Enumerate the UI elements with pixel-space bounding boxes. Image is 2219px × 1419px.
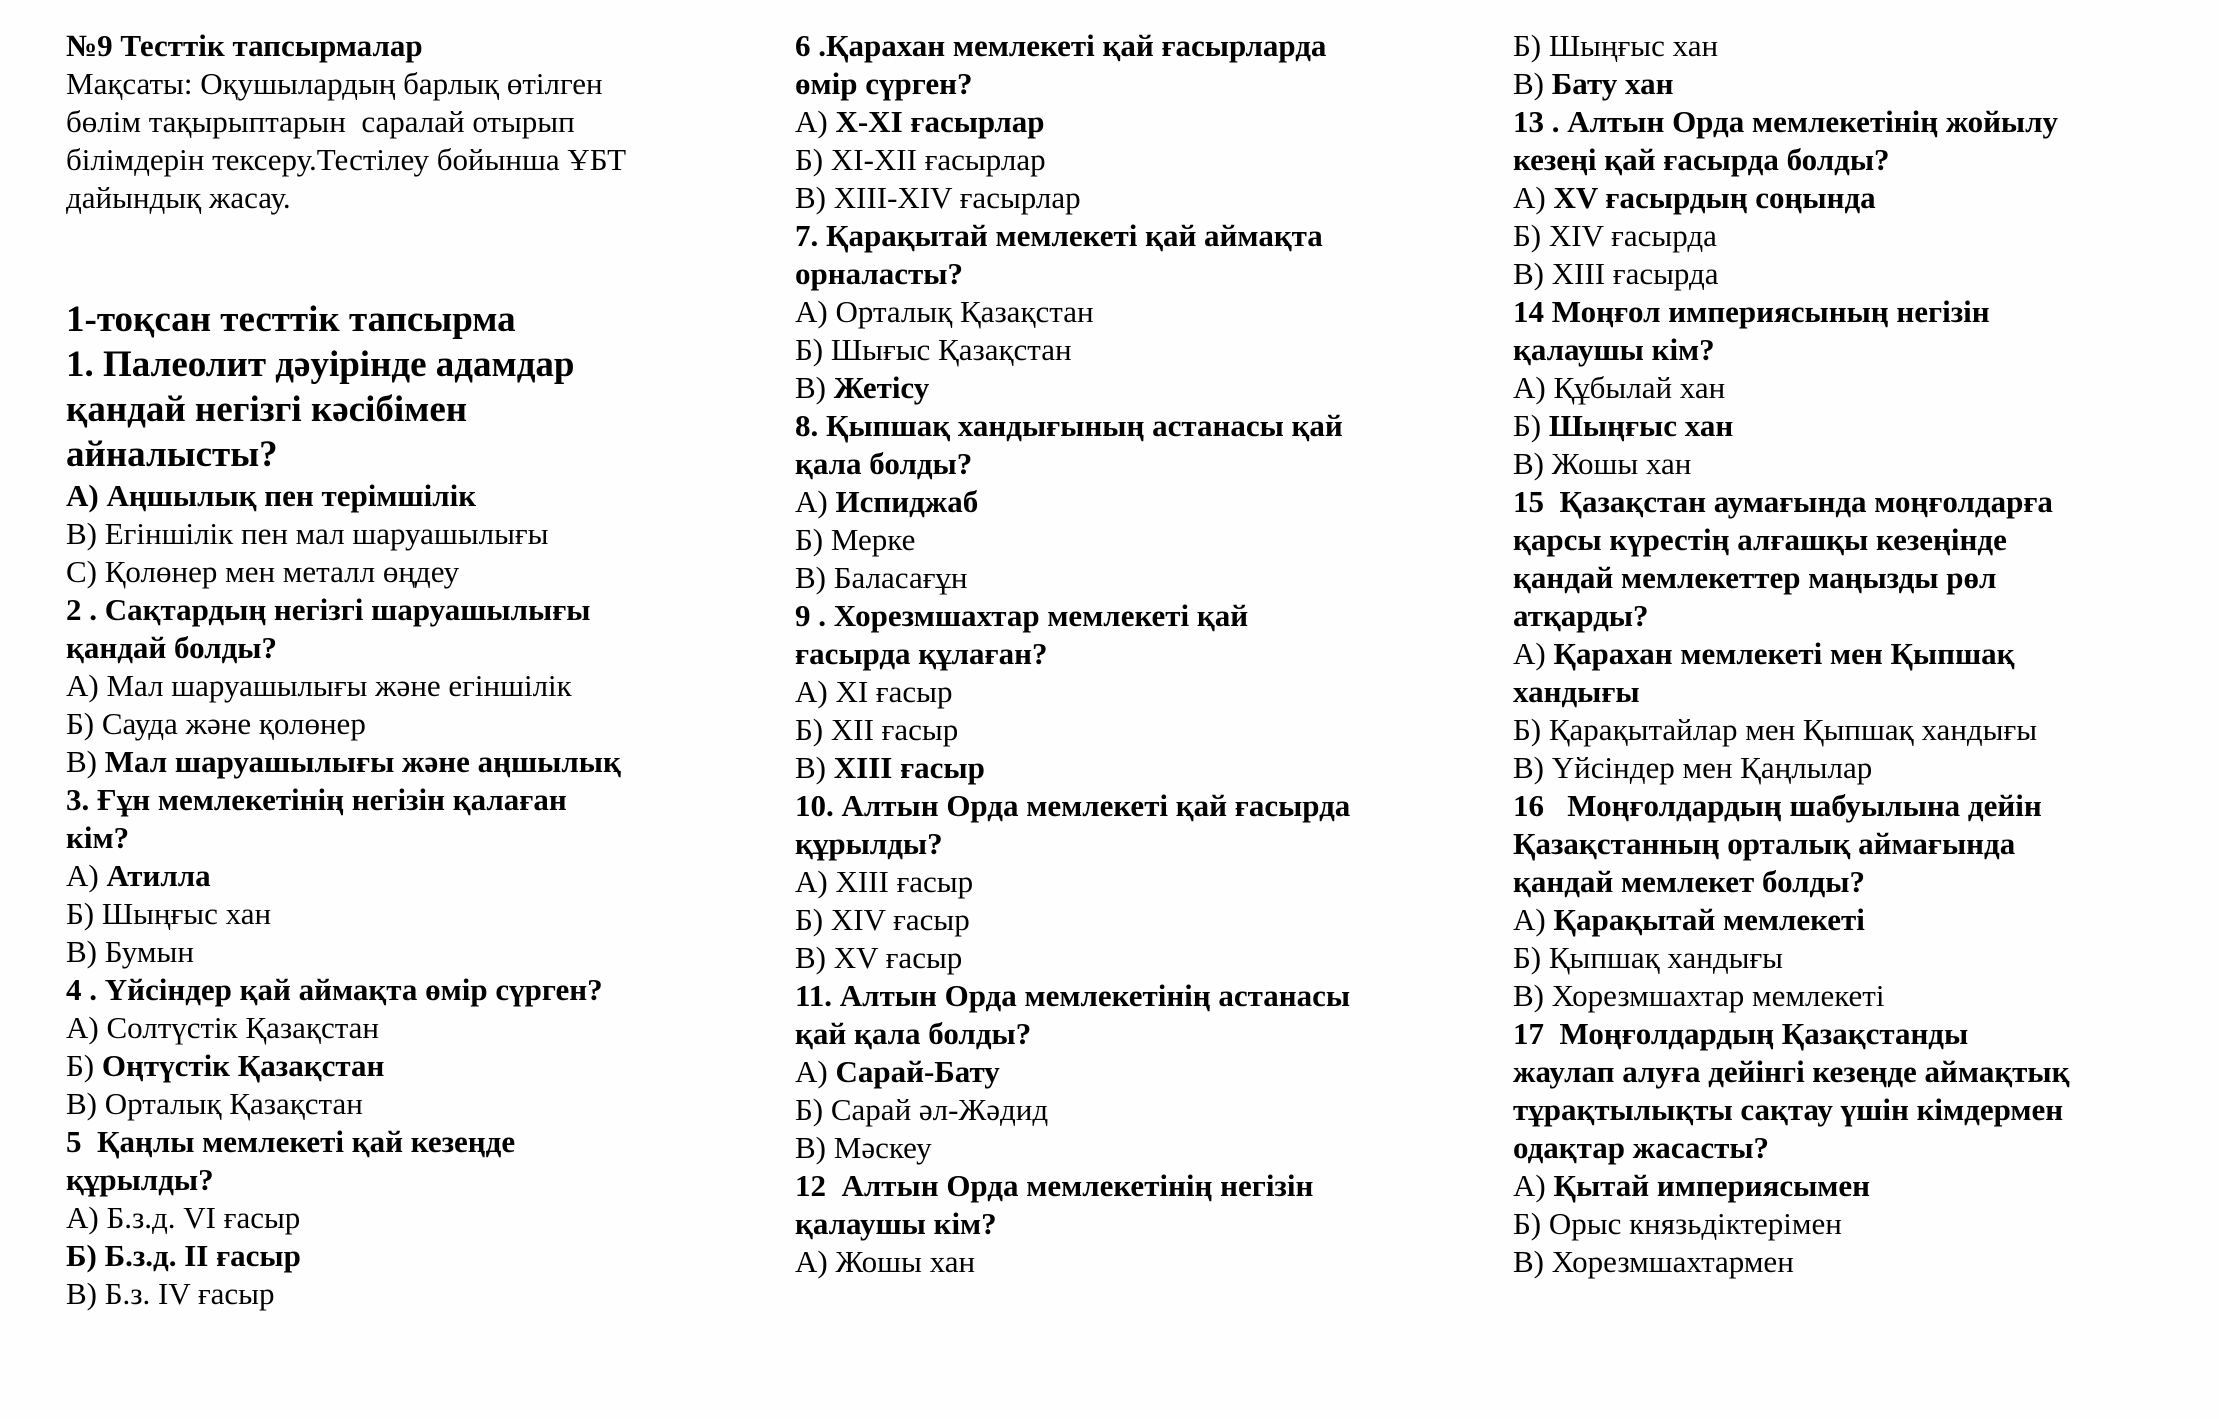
question-3-option-a-line: А) Атилла — [66, 858, 211, 893]
question-5-option-b — [66, 1237, 746, 1275]
question-8-option-a-line: А) Испиджаб — [795, 484, 979, 519]
question-17-line: 17 Моңғолдардың Қазақстанды — [1513, 1016, 1969, 1051]
question-10-option-v-line: В) XV ғасыр — [795, 940, 963, 975]
question-1-line: айналысты? — [66, 434, 278, 475]
question-10-option-b-line: Б) XIV ғасыр — [795, 902, 970, 937]
question-17 — [1513, 1015, 2213, 1167]
question-16-option-a-line: А) Қарақытай мемлекеті — [1513, 902, 1865, 937]
question-13 — [1513, 103, 2213, 179]
column-3 — [1513, 27, 2213, 1281]
question-5-line: құрылды? — [66, 1162, 214, 1197]
question-4-line: 4 . Үйсіндер қай аймақта өмір сүрген? — [66, 972, 603, 1007]
question-10-line: 10. Алтын Орда мемлекеті қай ғасырда — [795, 788, 1351, 823]
question-13-option-v-line: В) XIII ғасырда — [1513, 256, 1719, 291]
question-16-line: 16 Моңғолдардың шабуылына дейін — [1513, 788, 2042, 823]
doc-title — [66, 27, 746, 65]
question-11-option-b-line: Б) Сарай әл-Жәдид — [795, 1092, 1049, 1127]
section-heading — [66, 297, 746, 342]
question-9 — [795, 597, 1485, 673]
question-9-option-b — [795, 711, 1485, 749]
question-1-line: қандай негізгі кәсібімен — [66, 389, 468, 430]
doc-purpose-line: білімдерін тексеру.Тестілеу бойынша ҰБТ — [66, 142, 627, 177]
question-7-option-v-line: В) Жетісу — [795, 370, 930, 405]
question-10-option-v — [795, 939, 1485, 977]
question-5-line: 5 Қаңлы мемлекеті қай кезеңде — [66, 1124, 516, 1159]
question-14-option-a-line: А) Құбылай хан — [1513, 370, 1726, 405]
question-1-option-a-line: А) Аңшылық пен терімшілік — [66, 478, 477, 513]
question-1-option-c-line: С) Қолөнер мен металл өңдеу — [66, 554, 460, 589]
question-16-line: Қазақстанның орталық аймағында — [1513, 826, 2016, 861]
question-9-option-a-line: А) XI ғасыр — [795, 674, 953, 709]
question-17-line: жаулап алуға дейінгі кезеңде аймақтық — [1513, 1054, 2070, 1089]
question-11-option-a-line: А) Сарай-Бату — [795, 1054, 1000, 1089]
question-14-option-b — [1513, 407, 2213, 445]
question-9-line: 9 . Хорезмшахтар мемлекеті қай — [795, 598, 1249, 633]
question-12-option-v — [1513, 65, 2213, 103]
question-15-option-a-line: А) Қарахан мемлекеті мен Қыпшақ — [1513, 636, 2015, 671]
question-5-option-v-line: В) Б.з. IV ғасыр — [66, 1276, 275, 1311]
question-13-line: 13 . Алтын Орда мемлекетінің жойылу — [1513, 104, 2059, 139]
question-5-option-a-line: А) Б.з.д. VI ғасыр — [66, 1200, 301, 1235]
question-15-line: қандай мемлекеттер маңызды рөл — [1513, 560, 1997, 595]
question-4-option-v-line: В) Орталық Қазақстан — [66, 1086, 363, 1121]
question-16-option-v-line: В) Хорезмшахтар мемлекеті — [1513, 978, 1885, 1013]
doc-purpose — [66, 65, 746, 217]
question-4-option-a-line: А) Солтүстік Қазақстан — [66, 1010, 380, 1045]
question-14-line: 14 Моңғол империясының негізін — [1513, 294, 1990, 329]
doc-title-line: №9 Тесттік тапсырмалар — [66, 28, 423, 63]
question-8-line: 8. Қыпшақ хандығының астанасы қай — [795, 408, 1343, 443]
question-4-option-v — [66, 1085, 746, 1123]
question-7-line: орналасты? — [795, 256, 963, 291]
question-1-option-c — [66, 553, 746, 591]
question-1-option-a — [66, 477, 746, 515]
question-3-option-v-line: В) Бумын — [66, 934, 194, 969]
question-2-option-a — [66, 667, 746, 705]
question-17-option-v-line: В) Хорезмшахтармен — [1513, 1244, 1794, 1279]
question-8-option-a — [795, 483, 1485, 521]
question-6-option-b — [795, 141, 1485, 179]
question-16-option-b — [1513, 939, 2213, 977]
question-11-option-a — [795, 1053, 1485, 1091]
question-7-option-v — [795, 369, 1485, 407]
question-11-line: қай қала болды? — [795, 1016, 1032, 1051]
question-7-option-a-line: А) Орталық Қазақстан — [795, 294, 1094, 329]
question-3-option-a — [66, 857, 746, 895]
question-13-option-b — [1513, 217, 2213, 255]
question-10 — [795, 787, 1485, 863]
question-2-option-b-line: Б) Сауда және қолөнер — [66, 706, 366, 741]
question-3-option-v — [66, 933, 746, 971]
section-heading-line: 1-тоқсан тесттік тапсырма — [66, 299, 516, 340]
question-12-option-b-line: Б) Шыңғыс хан — [1513, 28, 1719, 63]
question-6-option-a — [795, 103, 1485, 141]
question-17-option-b-line: Б) Орыс князьдіктерімен — [1513, 1206, 1842, 1241]
question-4-option-b — [66, 1047, 746, 1085]
question-17-option-b — [1513, 1205, 2213, 1243]
question-10-option-a — [795, 863, 1485, 901]
question-5-option-b-line: Б) Б.з.д. II ғасыр — [66, 1238, 301, 1273]
question-12-line: қалаушы кім? — [795, 1206, 997, 1241]
question-7-option-b-line: Б) Шығыс Қазақстан — [795, 332, 1072, 367]
question-15-option-v-line: В) Үйсіндер мен Қаңлылар — [1513, 750, 1873, 785]
question-2 — [66, 591, 746, 667]
question-15-line: қарсы күрестің алғашқы кезеңінде — [1513, 522, 2007, 557]
question-14 — [1513, 293, 2213, 369]
question-14-option-v — [1513, 445, 2213, 483]
question-17-option-a — [1513, 1167, 2213, 1205]
question-5-option-a — [66, 1199, 746, 1237]
question-9-option-b-line: Б) XII ғасыр — [795, 712, 959, 747]
question-12-option-a-line: А) Жошы хан — [795, 1244, 976, 1279]
question-16 — [1513, 787, 2213, 901]
question-2-line: 2 . Сақтардың негізгі шаруашылығы — [66, 592, 591, 627]
question-16-option-v — [1513, 977, 2213, 1015]
question-6-line: 6 .Қарахан мемлекеті қай ғасырларда — [795, 28, 1327, 63]
question-11-option-b — [795, 1091, 1485, 1129]
question-11-option-v — [795, 1129, 1485, 1167]
question-17-option-v — [1513, 1243, 2213, 1281]
question-8-option-v — [795, 559, 1485, 597]
question-10-line: құрылды? — [795, 826, 943, 861]
question-5-option-v — [66, 1275, 746, 1313]
question-9-option-v-line: В) XIII ғасыр — [795, 750, 985, 785]
question-16-line: қандай мемлекет болды? — [1513, 864, 1865, 899]
question-17-option-a-line: А) Қытай империясымен — [1513, 1168, 1871, 1203]
question-1 — [66, 342, 746, 477]
question-12-option-b — [1513, 27, 2213, 65]
question-17-line: тұрақтылықты сақтау үшін кімдермен — [1513, 1092, 2064, 1127]
question-7 — [795, 217, 1485, 293]
question-8-line: қала болды? — [795, 446, 973, 481]
question-13-option-a — [1513, 179, 2213, 217]
question-12 — [795, 1167, 1485, 1243]
doc-purpose-line: Мақсаты: Оқушылардың барлық өтілген — [66, 66, 603, 101]
question-8 — [795, 407, 1485, 483]
question-3-option-b-line: Б) Шыңғыс хан — [66, 896, 272, 931]
question-5 — [66, 1123, 746, 1199]
question-14-line: қалаушы кім? — [1513, 332, 1715, 367]
question-15-option-b-line: Б) Қарақытайлар мен Қыпшақ хандығы — [1513, 712, 2038, 747]
question-17-line: одақтар жасасты? — [1513, 1130, 1770, 1165]
question-6-option-v — [795, 179, 1485, 217]
question-7-line: 7. Қарақытай мемлекеті қай аймақта — [795, 218, 1323, 253]
question-7-option-b — [795, 331, 1485, 369]
question-7-option-a — [795, 293, 1485, 331]
question-12-option-v-line: В) Бату хан — [1513, 66, 1674, 101]
question-14-option-v-line: В) Жошы хан — [1513, 446, 1692, 481]
question-6-option-a-line: А) X-XI ғасырлар — [795, 104, 1045, 139]
question-4 — [66, 971, 746, 1009]
question-3-line: 3. Ғұн мемлекетінің негізін қалаған — [66, 782, 567, 817]
question-8-option-b-line: Б) Мерке — [795, 522, 916, 557]
question-15-option-b — [1513, 711, 2213, 749]
question-6 — [795, 27, 1485, 103]
question-4-option-b-line: Б) Оңтүстік Қазақстан — [66, 1048, 385, 1083]
question-6-option-v-line: В) XIII-XIV ғасырлар — [795, 180, 1081, 215]
question-2-option-v-line: В) Мал шаруашылығы және аңшылық — [66, 744, 621, 779]
question-14-option-b-line: Б) Шыңғыс хан — [1513, 408, 1734, 443]
question-15-option-a-line: хандығы — [1513, 674, 1640, 709]
question-2-line: қандай болды? — [66, 630, 277, 665]
question-4-option-a — [66, 1009, 746, 1047]
column-2 — [795, 27, 1485, 1281]
question-2-option-v — [66, 743, 746, 781]
question-3 — [66, 781, 746, 857]
question-15-line: 15 Қазақстан аумағында моңғолдарға — [1513, 484, 2053, 519]
question-1-option-v-line: В) Егіншілік пен мал шаруашылығы — [66, 516, 549, 551]
question-16-option-a — [1513, 901, 2213, 939]
question-8-option-b — [795, 521, 1485, 559]
question-13-option-b-line: Б) XIV ғасырда — [1513, 218, 1717, 253]
question-15-line: атқарды? — [1513, 598, 1649, 633]
question-3-line: кім? — [66, 820, 130, 855]
question-13-option-a-line: А) XV ғасырдың соңында — [1513, 180, 1876, 215]
question-6-line: өмір сүрген? — [795, 66, 973, 101]
question-13-line: кезеңі қай ғасырда болды? — [1513, 142, 1890, 177]
question-11-option-v-line: В) Мәскеу — [795, 1130, 932, 1165]
question-15-option-v — [1513, 749, 2213, 787]
question-9-option-a — [795, 673, 1485, 711]
spacer — [66, 217, 746, 297]
question-3-option-b — [66, 895, 746, 933]
question-10-option-a-line: А) XIII ғасыр — [795, 864, 974, 899]
question-8-option-v-line: В) Баласағұн — [795, 560, 968, 595]
question-6-option-b-line: Б) XI-XII ғасырлар — [795, 142, 1046, 177]
question-2-option-b — [66, 705, 746, 743]
question-13-option-v — [1513, 255, 2213, 293]
question-9-line: ғасырда құлаған? — [795, 636, 1048, 671]
question-16-option-b-line: Б) Қыпшақ хандығы — [1513, 940, 1783, 975]
question-15-option-a — [1513, 635, 2213, 711]
question-12-line: 12 Алтын Орда мемлекетінің негізін — [795, 1168, 1314, 1203]
question-14-option-a — [1513, 369, 2213, 407]
column-1 — [66, 27, 746, 1313]
question-15 — [1513, 483, 2213, 635]
doc-purpose-line: дайындық жасау. — [66, 180, 291, 215]
question-9-option-v — [795, 749, 1485, 787]
question-12-option-a — [795, 1243, 1485, 1281]
question-2-option-a-line: А) Мал шаруашылығы және егіншілік — [66, 668, 572, 703]
question-1-line: 1. Палеолит дәуірінде адамдар — [66, 344, 575, 385]
question-11 — [795, 977, 1485, 1053]
doc-purpose-line: бөлім тақырыптарын саралай отырып — [66, 104, 575, 139]
question-1-option-v — [66, 515, 746, 553]
question-10-option-b — [795, 901, 1485, 939]
question-11-line: 11. Алтын Орда мемлекетінің астанасы — [795, 978, 1351, 1013]
